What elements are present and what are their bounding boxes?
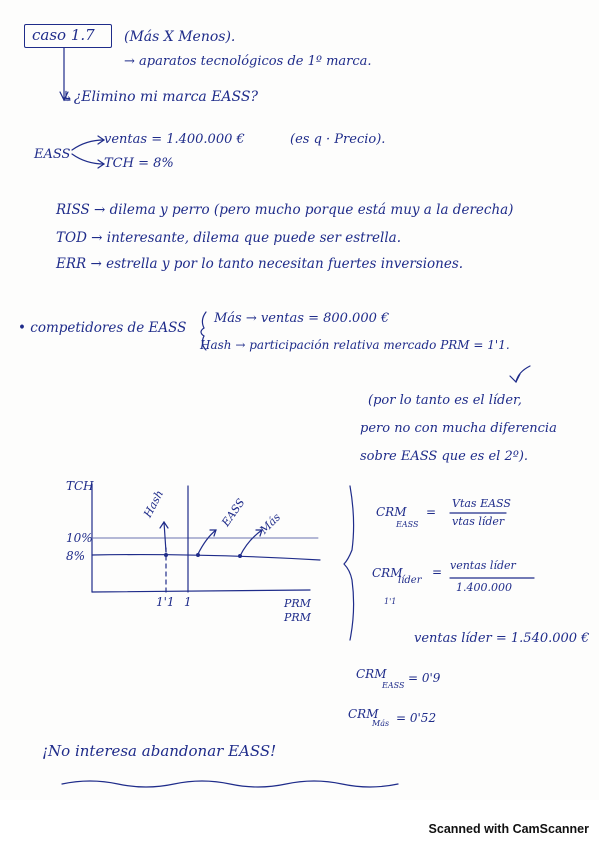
eass-point — [196, 553, 200, 557]
crm-eass-eq: = — [426, 505, 437, 519]
case-label: caso 1.7 — [32, 26, 95, 44]
competitor-brace — [201, 312, 206, 350]
case-subtitle: (Más X Menos). — [124, 29, 236, 45]
eass-point-arrow — [198, 530, 216, 554]
crm-lider-sub: líder — [398, 575, 422, 586]
crm-mas-val: = 0'52 — [396, 711, 437, 725]
crm-lider-numerator: ventas líder — [450, 559, 516, 572]
competitor-hash: Hash → participación relativa mercado PRM = 1'1. — [200, 338, 510, 352]
check-arrow — [516, 366, 530, 382]
conclusion: ¡No interesa abandonar EASS! — [42, 742, 277, 760]
header-question: ↳¿Elimino mi marca EASS? — [62, 89, 258, 105]
crm-eass-denominator: vtas líder — [452, 515, 505, 528]
note-tod: TOD → interesante, dilema que puede ser estrella. — [56, 230, 402, 246]
crm-eass-lhs: CRM — [376, 505, 407, 519]
crm-lider-eq: = — [432, 565, 443, 579]
graph-y-axis-label: TCH — [66, 479, 94, 493]
crm-eass-numerator: Vtas EASS — [452, 497, 511, 510]
leader-note-1: (por lo tanto es el líder, — [368, 393, 522, 408]
graph-x-axis-label-2: PRM — [284, 611, 311, 624]
crm-eass-val-sub: EASS — [382, 681, 405, 690]
leader-note-3: sobre EASS que es el 2º). — [360, 449, 529, 464]
graph-y-tick-8: 8% — [66, 549, 86, 563]
graph-x-tick-11: 1'1 — [156, 595, 175, 609]
competitors-label: • competidores de EASS — [18, 320, 187, 336]
leader-note-2: pero no con mucha diferencia — [360, 421, 557, 436]
crm-eass-val: = 0'9 — [408, 671, 441, 685]
note-riss: RISS → dilema y perro (pero mucho porque está muy a la derecha) — [56, 202, 514, 218]
crm-lider-denominator: 1.400.000 — [456, 581, 512, 594]
crm-eass-sub: EASS — [396, 520, 419, 529]
note-err: ERR → estrella y por lo tanto necesitan fuertes inversiones. — [56, 256, 464, 272]
crm-lider-lhs: CRM — [372, 566, 403, 580]
eass-tch: TCH = 8% — [104, 156, 174, 171]
hash-point — [164, 553, 168, 557]
hash-arrow — [164, 522, 166, 552]
mas-point — [238, 554, 242, 558]
competitor-mas: Más → ventas = 800.000 € — [214, 311, 390, 326]
crm-eass-val-lhs: CRM — [356, 667, 387, 681]
graph-x-tick-1: 1 — [184, 595, 192, 609]
footer — [0, 800, 599, 848]
graph-brace — [344, 486, 354, 640]
conclusion-underline — [62, 781, 398, 787]
case-arrow — [64, 48, 70, 100]
ventas-lider: ventas líder = 1.540.000 € — [414, 631, 590, 646]
eass-note: (es q · Precio). — [290, 132, 386, 147]
graph-x-axis-label-1: PRM — [284, 597, 311, 610]
graph-line-8 — [92, 555, 320, 560]
mas-point-arrow — [240, 530, 262, 556]
graph-x-axis — [92, 590, 310, 592]
crm-lider-below: 1'1 — [384, 597, 397, 606]
eass-arrow-top — [72, 140, 104, 150]
header-line-1: → aparatos tecnológicos de 1º marca. — [124, 54, 372, 69]
eass-label: EASS — [34, 147, 71, 162]
graph-y-tick-10: 10% — [66, 531, 93, 545]
eass-arrow-bottom — [72, 154, 104, 164]
crm-mas-lhs: CRM — [348, 707, 379, 721]
camscanner-watermark: Scanned with CamScanner — [428, 822, 589, 836]
graph-label-eass: EASS — [219, 496, 248, 529]
eass-ventas: ventas = 1.400.000 € — [104, 132, 245, 147]
crm-mas-sub: Más — [372, 719, 390, 728]
graph-label-hash: Hash — [141, 488, 167, 520]
graph-label-mas: Más — [257, 510, 284, 537]
